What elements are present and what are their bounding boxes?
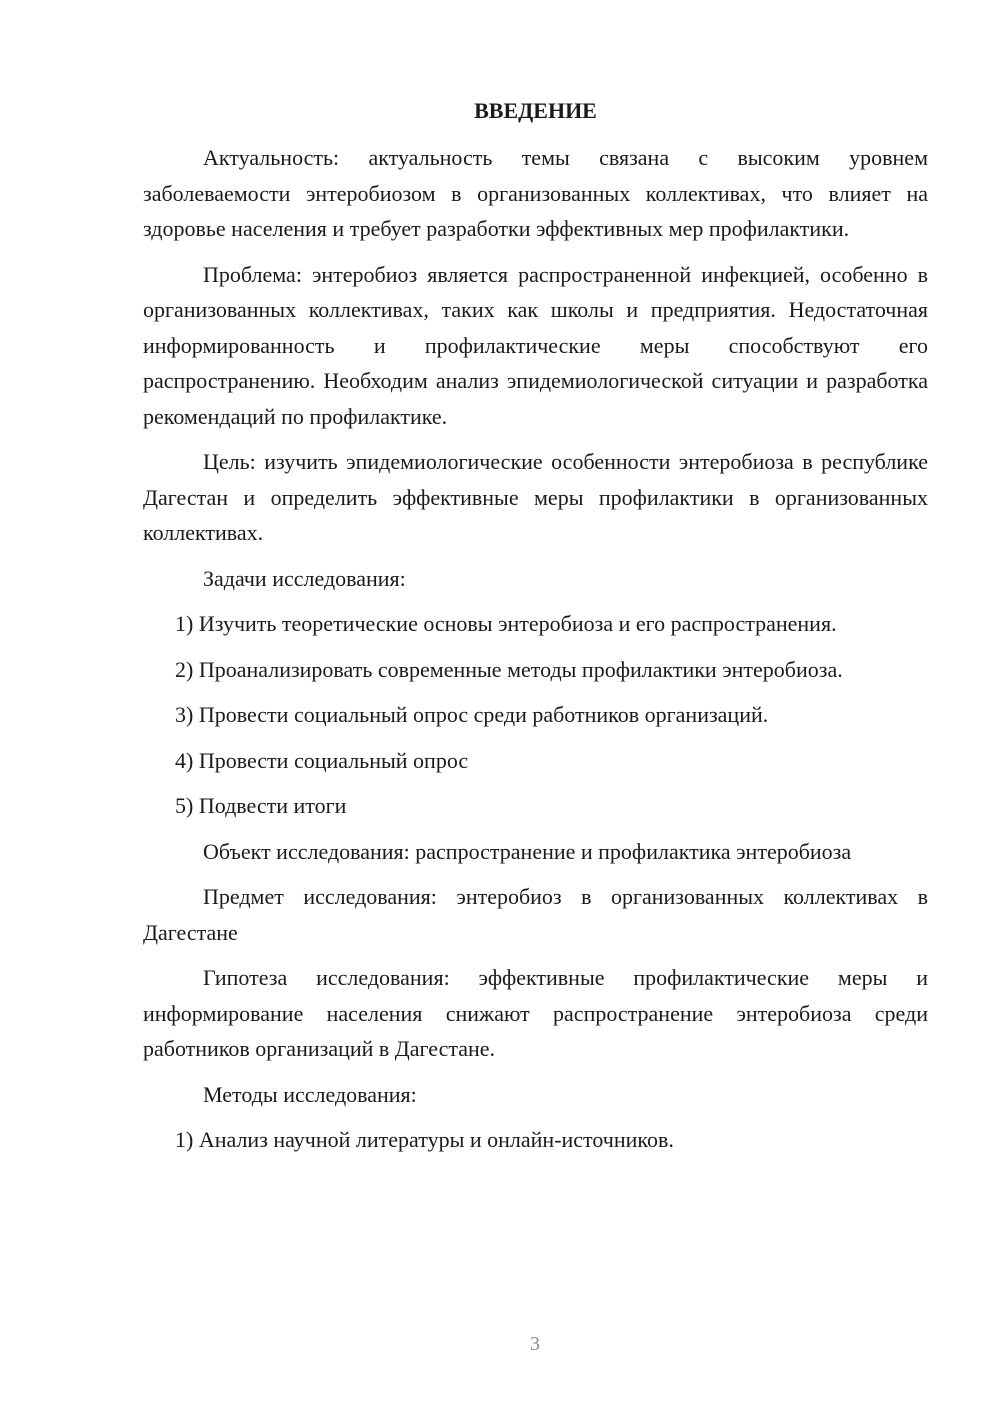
task-item-2: 2) Проанализировать современные методы профилактики энтеробиоза. <box>175 656 843 682</box>
task-item-3: 3) Провести социальный опрос среди работников организаций. <box>175 702 769 727</box>
paragraph-tasks-heading: Задачи исследования: <box>203 565 406 591</box>
page-number: 3 <box>530 1333 540 1355</box>
method-item-1: 1) Анализ научной литературы и онлайн-источников. <box>175 1127 674 1152</box>
paragraph-hypothesis: Гипотеза исследования: эффективные профилактические меры и информирование населения снижают распространение энтеробиоза среди работников организаций в Дагестане. <box>143 965 928 1061</box>
paragraph-goal: Цель: изучить эпидемиологические особенности энтеробиоза в республике Дагестан и определить эффективные меры профилактики в организованных коллективах. <box>143 449 928 545</box>
paragraph-methods-heading: Методы исследования: <box>203 1081 417 1107</box>
task-item-1: 1) Изучить теоретические основы энтеробиоза и его распространения. <box>175 611 837 636</box>
paragraph-subject: Предмет исследования: энтеробиоз в организованных коллективах в Дагестане <box>143 884 928 945</box>
paragraph-object: Объект исследования: распространение и профилактика энтеробиоза <box>203 838 852 864</box>
paragraph-problem: Проблема: энтеробиоз является распространенной инфекцией, особенно в организованных коллективах, таких как школы и предприятия. Недостаточная информированность и профилактические меры способствуют его распространению. Необходим анализ эпидемиологической ситуации и разработка рекомендаций по профилактике. <box>143 261 928 429</box>
page-title: ВВЕДЕНИЕ <box>474 98 597 123</box>
paragraph-relevance: Актуальность: актуальность темы связана с высоким уровнем заболеваемости энтеробиозом в организованных коллективах, что влияет на здоровье населения и требует разработки эффективных мер профилактики. <box>143 145 928 241</box>
task-item-5: 5) Подвести итоги <box>175 793 347 818</box>
page-content <box>143 96 928 1168</box>
task-item-4: 4) Провести социальный опрос <box>175 747 469 773</box>
